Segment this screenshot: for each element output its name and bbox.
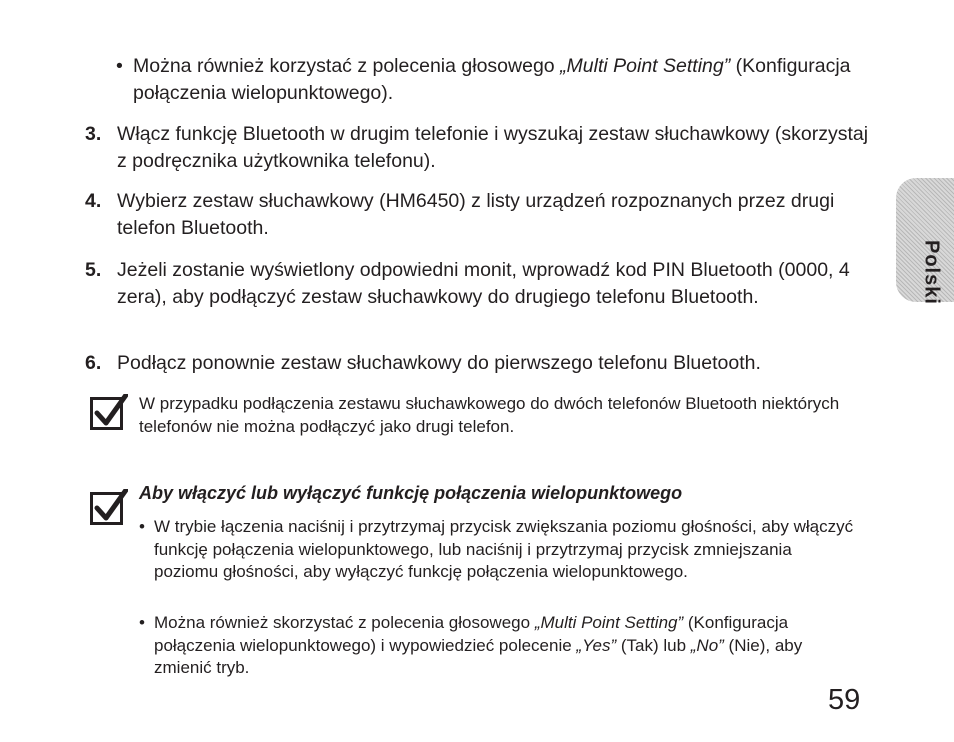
step-number: 6. bbox=[85, 352, 102, 374]
note-bullet-2 bbox=[139, 612, 859, 680]
note-heading: Aby włączyć lub wyłączyć funkcję połączenia wielopunktowego bbox=[139, 483, 683, 503]
note-bullet-text: (Tak) lub bbox=[616, 635, 691, 655]
language-tab-label: Polski bbox=[920, 240, 943, 305]
note-bullet-text: (Konfiguracja połączenia wielopunktowego) i wypowiedzieć polecenie bbox=[154, 613, 789, 655]
step-number: 5. bbox=[85, 259, 102, 281]
note-bullet-text: W trybie łączenia naciśnij i przytrzymaj przycisk zwiększania poziomu głośności, aby włączyć funkcję połączenia wielopunktowego, lub naciśnij i przytrzymaj przycisk zmniejszania poziomu głośności, aby wyłączyć funkcję połączenia wielopunktowego. bbox=[154, 517, 854, 581]
step-5 bbox=[85, 257, 875, 310]
step-text: Podłącz ponownie zestaw słuchawkowy do pierwszego telefonu Bluetooth. bbox=[117, 352, 761, 374]
step-number: 4. bbox=[85, 190, 102, 212]
voice-command-no: „No” bbox=[690, 635, 724, 655]
bullet-marker: • bbox=[139, 517, 145, 536]
note-bullet-text: Można również skorzystać z polecenia głosowego bbox=[154, 613, 535, 632]
voice-command-yes: „Yes” bbox=[576, 635, 617, 655]
intro-bullet bbox=[116, 53, 876, 106]
step-6 bbox=[85, 350, 875, 377]
page-number: 59 bbox=[828, 684, 861, 716]
intro-text: Można również korzystać z polecenia głosowego bbox=[133, 55, 561, 77]
step-text: Jeżeli zostanie wyświetlony odpowiedni monit, wprowadź kod PIN Bluetooth (0000, 4 zera), aby podłączyć zestaw słuchawkowy do drugiego telefonu Bluetooth. bbox=[117, 259, 850, 308]
language-tab bbox=[896, 178, 954, 305]
step-text: Wybierz zestaw słuchawkowy (HM6450) z listy urządzeń rozpoznanych przez drugi telefon Bluetooth. bbox=[117, 190, 835, 239]
step-text: Włącz funkcję Bluetooth w drugim telefonie i wyszukaj zestaw słuchawkowy (skorzystaj z podręcznika użytkownika telefonu). bbox=[117, 123, 869, 172]
checkbox-icon bbox=[90, 394, 128, 430]
step-3 bbox=[85, 121, 875, 174]
bullet-marker: • bbox=[116, 55, 123, 77]
bullet-marker: • bbox=[139, 613, 145, 632]
voice-command: „Multi Point Setting” bbox=[534, 613, 684, 632]
step-number: 3. bbox=[85, 123, 102, 145]
note-bullet-text: (Nie), aby zmienić tryb. bbox=[154, 635, 803, 677]
voice-command: „Multi Point Setting” bbox=[560, 55, 731, 77]
note-bullet-1 bbox=[139, 516, 859, 584]
checkbox-icon bbox=[90, 489, 128, 525]
intro-text-after: (Konfiguracja połączenia wielopunktowego). bbox=[133, 55, 851, 104]
step-4 bbox=[85, 188, 875, 241]
note-text: W przypadku podłączenia zestawu słuchawkowego do dwóch telefonów Bluetooth niektórych telefonów nie można podłączyć jako drugi telefon. bbox=[139, 394, 840, 436]
